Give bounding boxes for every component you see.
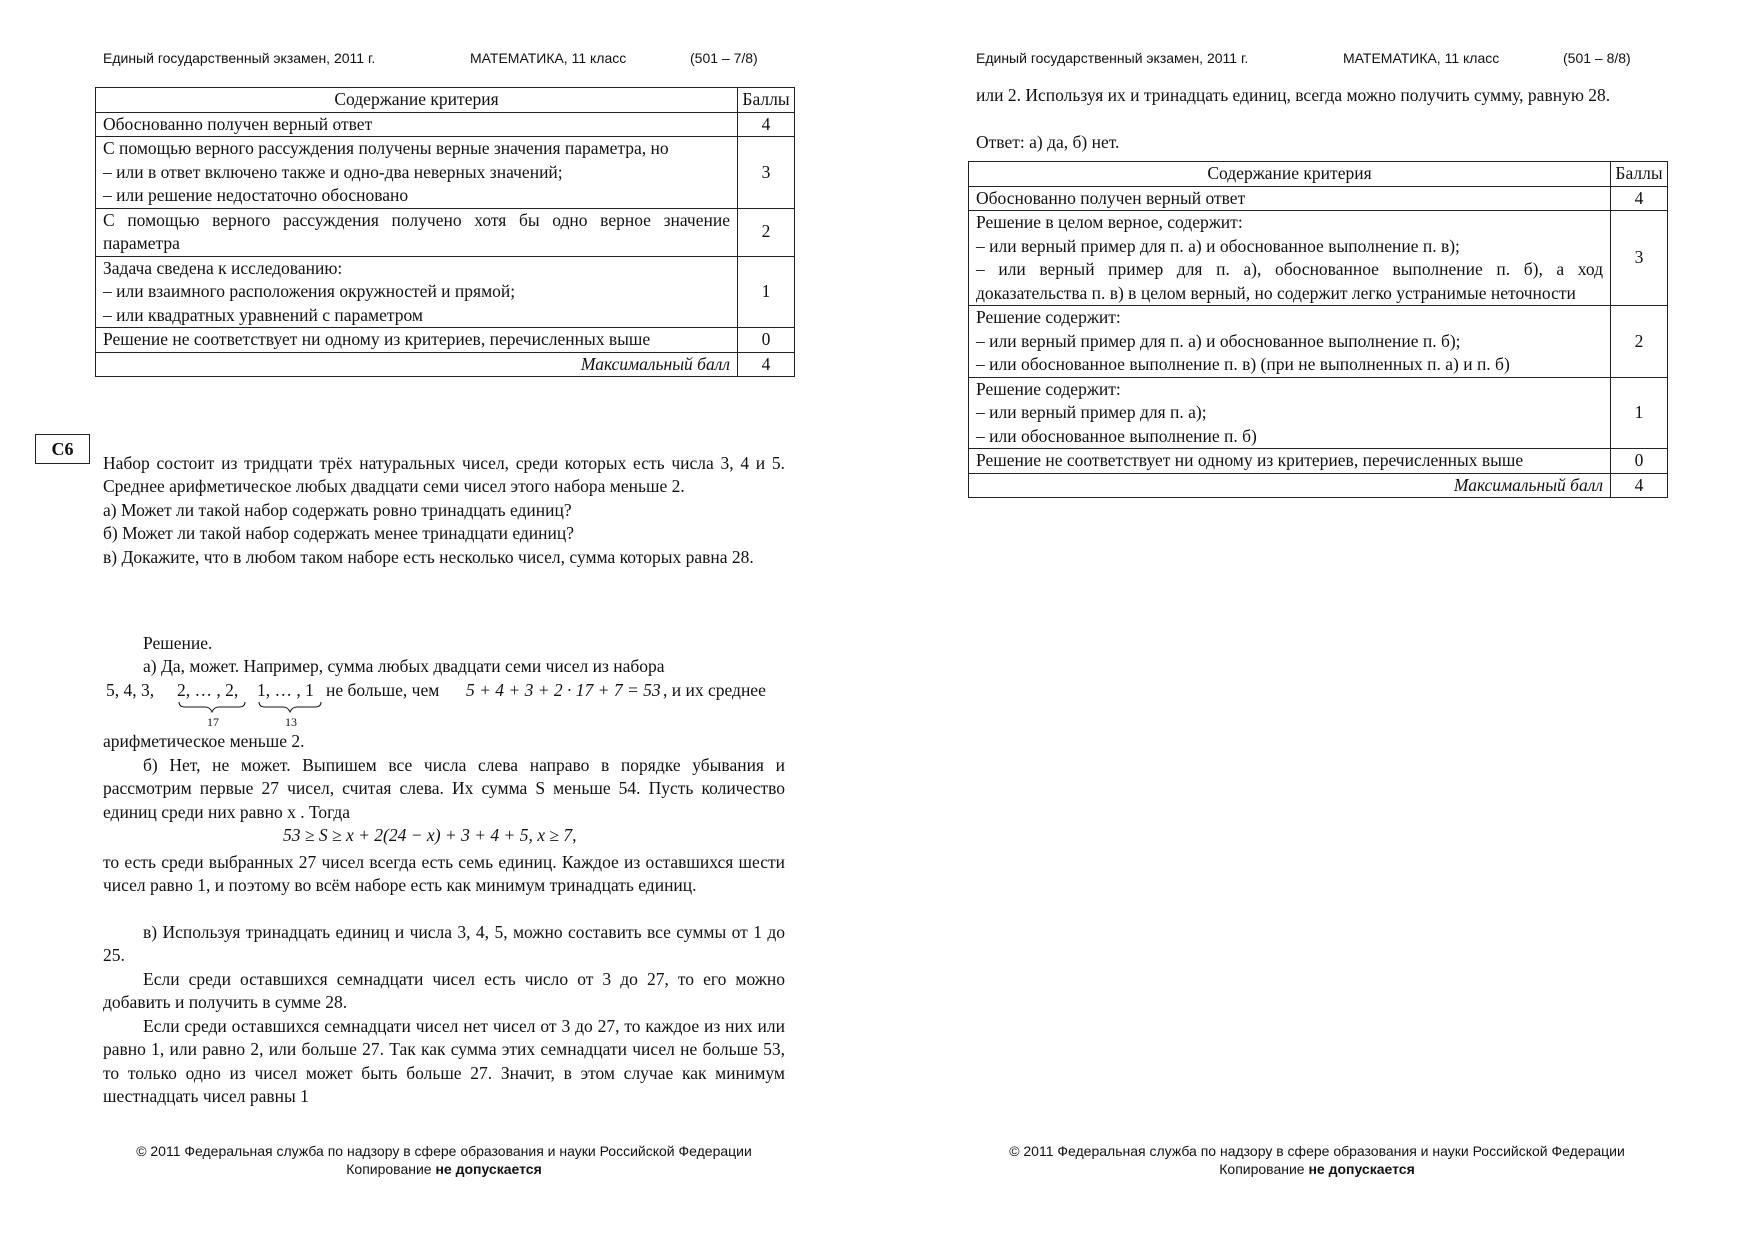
criteria-line: – или обоснованное выполнение п. б) — [976, 425, 1257, 446]
criteria-line: Решение содержит: — [976, 378, 1121, 399]
left-header-page: (501 – 7/8) — [690, 50, 758, 66]
points-cell: 0 — [1611, 449, 1668, 474]
seq-twos: 2, … , 2, — [177, 680, 239, 700]
points-cell: 0 — [738, 328, 795, 353]
seq-ones: 1, … , 1 — [257, 680, 314, 700]
points-cell: 2 — [738, 208, 795, 256]
criteria-line: Решение содержит: — [976, 307, 1121, 327]
table-row-max — [96, 352, 795, 377]
left-criteria-table — [95, 87, 795, 377]
left-footer — [94, 1142, 794, 1178]
criteria-line: – или верный пример для п. а) и обоснованное выполнение п. в); — [976, 235, 1460, 256]
criteria-line: – или решение недостаточно обосновано — [103, 185, 409, 205]
right-footer — [967, 1142, 1667, 1178]
points-cell: 1 — [738, 256, 795, 328]
right-header-subject: МАТЕМАТИКА, 11 класс — [1343, 50, 1500, 66]
solution-b-formula: 53 ≥ S ≥ x + 2(24 − x) + 3 + 4 + 5, x ≥ 7, — [283, 825, 577, 845]
criteria-line: – или в ответ включено также и одно-два неверных значений; — [103, 161, 563, 182]
footer-copy-bold: не допускается — [1308, 1161, 1415, 1177]
criteria-line: Решение не соответствует ни одному из критериев, перечисленных выше — [976, 450, 1524, 470]
solution-c-para2: Если среди оставшихся семнадцати чисел есть число от 3 до 27, то его можно добавить и получить в сумме 28. — [103, 969, 785, 1013]
table-row — [96, 256, 795, 328]
criteria-line: – или взаимного расположения окружностей и прямой; — [103, 281, 516, 301]
col-criteria-header: Содержание критерия — [96, 88, 738, 113]
solution-a-line1 — [103, 655, 785, 678]
criteria-line: Обоснованно получен верный ответ — [976, 187, 1246, 208]
footer-copy-prefix: Копирование — [1219, 1161, 1309, 1177]
table-row — [969, 377, 1668, 449]
criteria-line: Задача сведена к исследованию: — [103, 257, 343, 278]
problem-question-b: б) Может ли такой набор содержать менее тринадцати единиц? — [103, 523, 575, 544]
points-cell: 2 — [1611, 306, 1668, 378]
points-cell: 4 — [1611, 186, 1668, 211]
solution-c-para3: Если среди оставшихся семнадцати чисел нет чисел от 3 до 27, то каждое из них или равно 1, или равно 2, или больше 27. Так как сумма этих семнадцати чисел не больше 53, то только одно из чисел может быть больше 27. Значит, в этом случае как минимум шестнадцать чисел равны 1 — [103, 1016, 785, 1107]
left-header-subject: МАТЕМАТИКА, 11 класс — [470, 50, 627, 66]
brace-label-17: 17 — [207, 715, 219, 729]
criteria-line: – или верный пример для п. а); — [976, 402, 1207, 422]
solution-b-text: б) Нет, не может. Выпишем все числа слева направо в порядке убывания и рассмотрим первые 27 чисел, считая слева. Их сумма S меньше 54. Пусть количество единиц среди них равно x . Тогда — [103, 755, 785, 822]
solution-title: Решение. — [143, 633, 213, 653]
footer-copyright: © 2011 Федеральная служба по надзору в сфере образования и науки Российской Федерации — [136, 1143, 752, 1159]
criteria-line: Обоснованно получен верный ответ — [103, 113, 373, 134]
footer-copyright: © 2011 Федеральная служба по надзору в сфере образования и науки Российской Федерации — [1009, 1143, 1625, 1159]
table-row-max — [969, 473, 1668, 498]
points-cell: 4 — [738, 112, 795, 137]
footer-copy-notice — [967, 1160, 1667, 1178]
problem-label: C6 — [35, 434, 90, 464]
seq-tail: , и их среднее — [663, 680, 766, 700]
table-row — [96, 208, 795, 256]
right-criteria-table — [968, 161, 1668, 498]
table-row — [969, 449, 1668, 474]
max-label: Максимальный балл — [969, 473, 1611, 498]
solution-a-sequence — [103, 679, 785, 729]
seq-start: 5, 4, 3, — [106, 680, 155, 700]
table-row — [969, 306, 1668, 378]
right-header-exam: Единый государственный экзамен, 2011 г. — [976, 50, 1249, 66]
criteria-line: – или квадратных уравнений с параметром — [103, 304, 423, 325]
answer-text: Ответ: а) да, б) нет. — [976, 132, 1120, 152]
table-row — [96, 137, 795, 209]
brace-label-13: 13 — [285, 715, 297, 729]
col-points-header: Баллы — [1611, 162, 1668, 187]
footer-copy-notice — [94, 1160, 794, 1178]
criteria-line: С помощью верного рассуждения получены верные значения параметра, но — [103, 138, 669, 158]
problem-question-c: в) Докажите, что в любом таком наборе есть несколько чисел, сумма которых равна 28. — [103, 546, 754, 567]
criteria-line: Решение не соответствует ни одному из критериев, перечисленных выше — [103, 329, 651, 349]
table-row — [96, 112, 795, 137]
footer-copy-prefix: Копирование — [346, 1161, 436, 1177]
continuation-text: или 2. Используя их и тринадцать единиц, всегда можно получить сумму, равную 28. — [976, 85, 1611, 105]
points-cell: 3 — [738, 137, 795, 209]
left-header-exam: Единый государственный экзамен, 2011 г. — [103, 50, 376, 66]
table-row — [969, 186, 1668, 211]
table-row — [96, 328, 795, 353]
max-label: Максимальный балл — [96, 352, 738, 377]
right-header-page: (501 – 8/8) — [1563, 50, 1631, 66]
solution-a-text: а) Да, может. Например, сумма любых двадцати семи чисел из набора — [143, 656, 665, 676]
max-points: 4 — [738, 352, 795, 377]
solution-c-para1: в) Используя тринадцать единиц и числа 3, 4, 5, можно составить все суммы от 1 до 25. — [103, 922, 785, 966]
criteria-line: – или верный пример для п. а) и обоснованное выполнение п. б); — [976, 330, 1461, 351]
points-cell: 3 — [1611, 211, 1668, 306]
table-row — [969, 211, 1668, 306]
points-cell: 1 — [1611, 377, 1668, 449]
underbrace-graphics — [177, 700, 347, 714]
problem-paragraph: Набор состоит из тридцати трёх натуральных чисел, среди которых есть числа 3, 4 и 5. Среднее арифметическое любых двадцати семи чисел этого набора меньше 2. — [103, 453, 785, 497]
max-points: 4 — [1611, 473, 1668, 498]
criteria-line: Решение в целом верное, содержит: — [976, 212, 1243, 232]
criteria-line: – или верный пример для п. а), обоснованное выполнение п. б), а ход доказательства п. в) в целом верный, но содержит легко устранимые неточности — [976, 259, 1603, 303]
problem-text — [103, 452, 785, 569]
col-points-header: Баллы — [738, 88, 795, 113]
solution-a-line3: арифметическое меньше 2. — [103, 731, 305, 751]
problem-question-a: а) Может ли такой набор содержать ровно тринадцать единиц? — [103, 499, 572, 520]
criteria-line: – или обоснованное выполнение п. в) (при не выполненных п. а) и п. б) — [976, 354, 1510, 374]
criteria-line: С помощью верного рассуждения получено хотя бы одно верное значение параметра — [103, 209, 730, 253]
seq-mid: не больше, чем — [326, 680, 440, 700]
seq-formula: 5 + 4 + 3 + 2 · 17 + 7 = 53 — [466, 680, 661, 700]
footer-copy-bold: не допускается — [435, 1161, 542, 1177]
solution-b-after: то есть среди выбранных 27 чисел всегда есть семь единиц. Каждое из оставшихся шести чисел равно 1, и поэтому во всём наборе есть как минимум тринадцать единиц. — [103, 852, 785, 896]
col-criteria-header: Содержание критерия — [969, 162, 1611, 187]
